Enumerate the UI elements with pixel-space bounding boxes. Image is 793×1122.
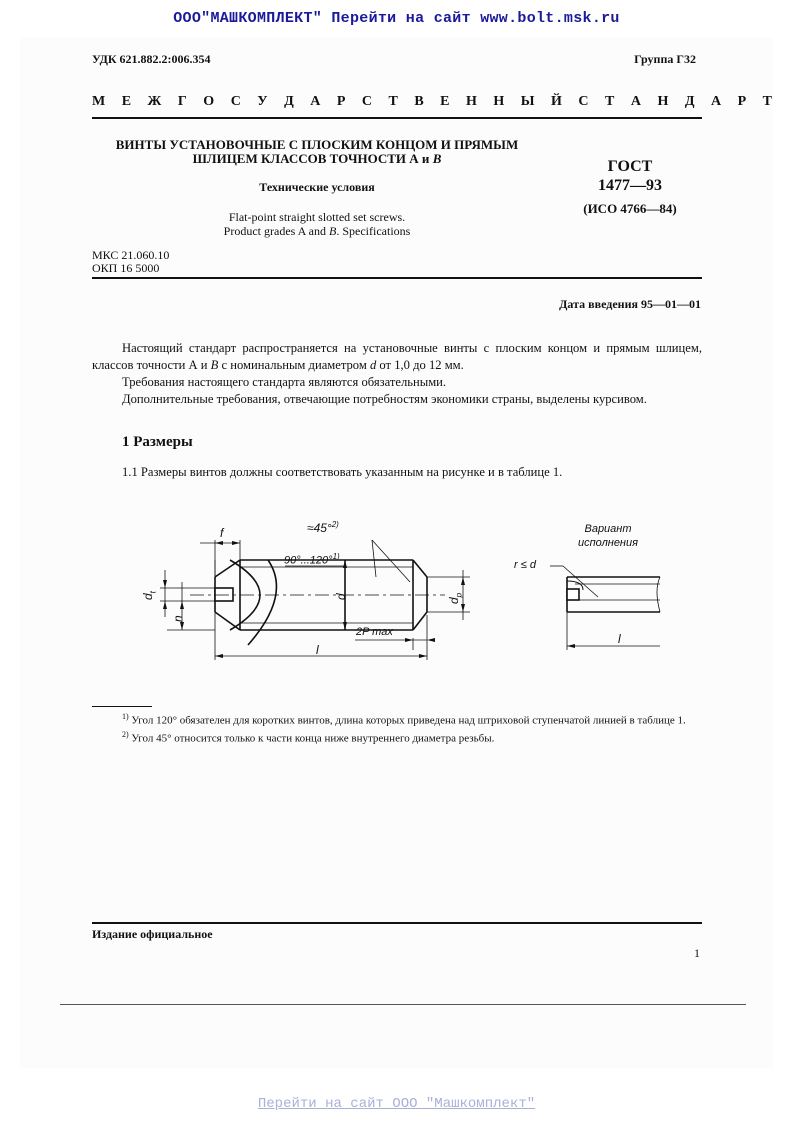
site-banner-link[interactable]: ООО"МАШКОМПЛЕКТ" Перейти на сайт www.bolt.msk.ru bbox=[173, 10, 620, 27]
label-2p-max: 2P max bbox=[356, 626, 393, 638]
variant-caption: Вариант исполнения bbox=[578, 523, 638, 549]
intro-paragraph-1: Настоящий стандарт распространяется на установочные винты с плоским концом и прямым шлицем, классов точности А и В с номинальным диаметром d от 1,0 до 12 мм. bbox=[92, 341, 702, 372]
label-radius: r ≤ d bbox=[514, 559, 536, 571]
gost-number: 1477—93 bbox=[598, 177, 662, 194]
title-subtitle: Технические условия bbox=[259, 180, 375, 194]
standard-type: М Е Ж Г О С У Д А Р С Т В Е Н Н Ы Й С Т А Н Д А Р Т bbox=[92, 94, 779, 109]
label-d-t: $d_t$ bbox=[141, 591, 158, 600]
label-angle-90-120: 90°...120°$^{1)}$ bbox=[284, 552, 340, 567]
introduction-date: Дата введения 95—01—01 bbox=[559, 297, 701, 311]
label-length-l: l bbox=[316, 643, 319, 657]
title-line-2: ШЛИЦЕМ КЛАССОВ ТОЧНОСТИ А и В bbox=[192, 151, 442, 166]
mks-code: МКС 21.060.10 bbox=[92, 248, 170, 262]
footnote-2: $^{2)}$ Угол 45° относится только к части конца ниже внутреннего диаметра резьбы. bbox=[122, 729, 495, 745]
label-f: f bbox=[220, 526, 224, 540]
footer-rule bbox=[92, 922, 702, 924]
okp-code: ОКП 16 5000 bbox=[92, 261, 160, 275]
page-number: 1 bbox=[694, 946, 700, 960]
label-d-p: $d_p$ bbox=[447, 592, 464, 604]
label-n: n bbox=[171, 615, 185, 622]
section-paragraph: 1.1 Размеры винтов должны соответствовать указанным на рисунке и в таблице 1. bbox=[122, 465, 563, 479]
footnotes bbox=[92, 710, 702, 745]
section-heading: 1 Размеры bbox=[122, 434, 193, 450]
footnote-rule bbox=[92, 706, 152, 707]
udk-code: УДК 621.882.2:006.354 bbox=[92, 52, 211, 66]
label-angle-45: ≈45°$^{2)}$ bbox=[307, 520, 339, 535]
label-variant-length: l bbox=[618, 632, 621, 646]
official-edition: Издание официальное bbox=[92, 927, 213, 941]
gost-label: ГОСТ bbox=[607, 158, 653, 175]
intro-paragraph-2: Требования настоящего стандарта являются обязательными. bbox=[122, 375, 447, 389]
iso-reference: (ИСО 4766—84) bbox=[583, 201, 677, 216]
page-bottom-rule bbox=[60, 1004, 746, 1005]
footnote-1: $^{1)}$ Угол 120° обязателен для коротких винтов, длина которых приведена над штриховой ступенчатой линией в таблице 1. bbox=[122, 712, 686, 727]
group-code: Группа Г32 bbox=[634, 52, 696, 66]
english-title: Flat-point straight slotted set screws. Product grades A and B. Specifications bbox=[223, 210, 411, 238]
title-line-1: ВИНТЫ УСТАНОВОЧНЫЕ С ПЛОСКИМ КОНЦОМ И ПРЯМЫМ bbox=[115, 137, 519, 152]
footer-site-link[interactable]: Перейти на сайт ООО "Машкомплект" bbox=[257, 1096, 536, 1112]
label-d: d bbox=[334, 593, 348, 600]
intro-paragraph-3: Дополнительные требования, отвечающие потребностям экономики страны, выделены курсивом. bbox=[122, 392, 647, 406]
